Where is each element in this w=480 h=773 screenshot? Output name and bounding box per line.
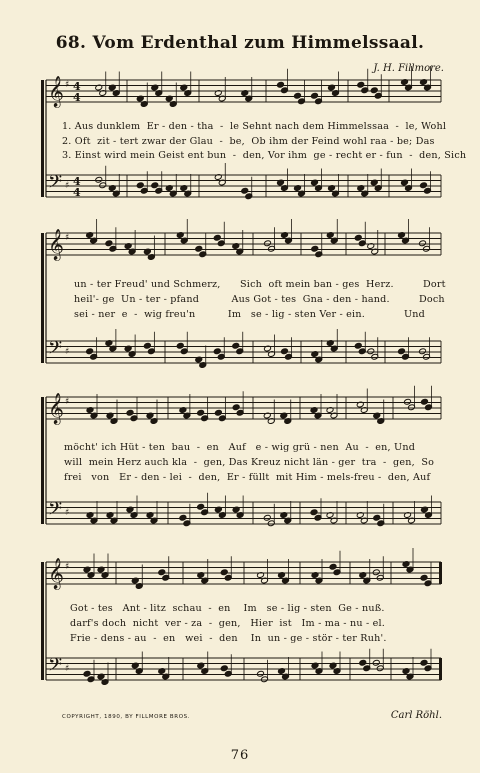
time-signature-denominator: 4 <box>73 186 81 199</box>
hymn-name: Vom Erdenthal zum Himmelssaal. <box>92 33 425 53</box>
note-head <box>373 514 381 521</box>
note-head <box>86 348 94 355</box>
note-head <box>95 176 103 183</box>
lyric-line: heil'- ge Un - ter - pfand Aus Got - tes Gna - den - hand. Doch <box>74 294 445 305</box>
key-sharp-icon: ♯ <box>65 397 70 407</box>
composer-credit: J. H. Fillmore. <box>373 63 444 74</box>
note-head <box>220 665 228 672</box>
time-signature-numerator: 4 <box>73 80 81 93</box>
note-head <box>105 240 113 247</box>
note-head <box>354 234 362 241</box>
note-head <box>294 92 302 99</box>
lyric-line: Frie - dens - au - en wei - den In un - ge - stör - ter Ruh'. <box>70 633 387 644</box>
note-head <box>213 348 221 355</box>
arranger-credit: Carl Röhl. <box>390 710 442 721</box>
key-sharp-icon: ♯ <box>65 508 70 518</box>
note-head <box>359 659 367 666</box>
treble-clef-icon: 𝄞 <box>48 229 64 260</box>
note-head <box>398 348 406 355</box>
lyric-line: un - ter Freud' und Schmerz, Sich oft mein ban - ges Herz. Dort <box>74 279 446 290</box>
note-head <box>281 348 289 355</box>
note-head <box>220 569 228 576</box>
note-head <box>241 187 249 194</box>
note-head <box>213 234 221 241</box>
system-brace <box>41 233 44 363</box>
system-brace <box>41 562 44 680</box>
note-head <box>311 245 319 252</box>
key-sharp-icon: ♯ <box>65 347 70 357</box>
lyric-line: 1. Aus dunklem Er - den - tha - le Sehnt nach dem Himmelssaa - le, Wohl <box>62 121 447 132</box>
time-signature-numerator: 4 <box>73 175 81 188</box>
note-head <box>421 398 429 405</box>
lyric-line: möcht' ich Hüt - ten bau - en Auf e - wig grü - nen Au - en, Und <box>64 442 416 453</box>
note-head <box>420 574 428 581</box>
note-head <box>136 182 144 189</box>
note-head <box>419 348 427 355</box>
bass-clef-icon: 𝄢 <box>48 499 63 524</box>
note-head <box>370 87 378 94</box>
note-head <box>257 670 265 677</box>
hymn-number: 68. <box>55 33 87 53</box>
note-head <box>263 514 271 521</box>
note-head <box>195 245 203 252</box>
final-barline <box>439 658 442 680</box>
note-head <box>151 182 159 189</box>
note-head <box>214 409 222 416</box>
lyric-line: 2. Oft zit - tert zwar der Glau - be, Ob ihm der Feind wohl raa - be; Das <box>62 136 435 147</box>
copyright-notice: COPYRIGHT, 1890, BY FILLMORE BROS. <box>62 714 191 720</box>
lyric-line: frei von Er - den - lei - den, Er - füllt mit Him - mels-freu - den, Auf <box>64 472 431 483</box>
page-number: 76 <box>230 748 250 763</box>
final-barline <box>439 562 442 584</box>
note-head <box>310 509 318 516</box>
note-head <box>372 659 380 666</box>
note-head <box>277 81 285 88</box>
note-head <box>420 182 428 189</box>
note-head <box>197 409 205 416</box>
treble-clef-icon: 𝄞 <box>48 393 64 424</box>
note-head <box>372 569 380 576</box>
lyric-line: Got - tes Ant - litz schau - en Im se - lig - sten Ge - nuß. <box>70 603 385 614</box>
lyric-line: sei - ner e - wig freu'n Im se - lig - sten Ver - ein. Und <box>74 309 425 320</box>
note-head <box>143 342 151 349</box>
lyric-line: will mein Herz auch kla - gen, Das Kreuz nicht län - ger tra - gen, So <box>64 457 435 468</box>
key-sharp-icon: ♯ <box>65 80 70 90</box>
bass-clef-icon: 𝄢 <box>48 172 63 197</box>
note-head <box>126 409 134 416</box>
key-sharp-icon: ♯ <box>65 562 70 572</box>
treble-clef-icon: 𝄞 <box>48 558 64 589</box>
bass-clef-icon: 𝄢 <box>48 338 63 363</box>
system-brace <box>41 397 44 524</box>
bass-clef-icon: 𝄢 <box>48 655 63 680</box>
key-sharp-icon: ♯ <box>65 181 70 191</box>
note-head <box>176 342 184 349</box>
key-sharp-icon: ♯ <box>65 233 70 243</box>
key-sharp-icon: ♯ <box>65 664 70 674</box>
note-head <box>420 659 428 666</box>
treble-clef-icon: 𝄞 <box>48 76 64 107</box>
note-head <box>357 81 365 88</box>
note-head <box>197 503 205 510</box>
note-head <box>232 404 240 411</box>
note-head <box>404 398 412 405</box>
note-head <box>354 342 362 349</box>
note-head <box>83 670 91 677</box>
note-head <box>367 348 375 355</box>
note-head <box>329 563 337 570</box>
note-head <box>179 514 187 521</box>
note-head <box>232 342 240 349</box>
lyric-line: 3. Einst wird mein Geist ent bun - den, Vor ihm ge - recht er - fun - den, Sich <box>62 150 467 161</box>
note-head <box>311 92 319 99</box>
note-head <box>158 569 166 576</box>
note-head <box>419 240 427 247</box>
lyric-line: darf's doch nicht ver - za - gen, Hier ist Im - ma - nu - el. <box>70 618 386 629</box>
note-head <box>264 240 272 247</box>
system-brace <box>41 80 44 197</box>
time-signature-denominator: 4 <box>73 91 81 104</box>
